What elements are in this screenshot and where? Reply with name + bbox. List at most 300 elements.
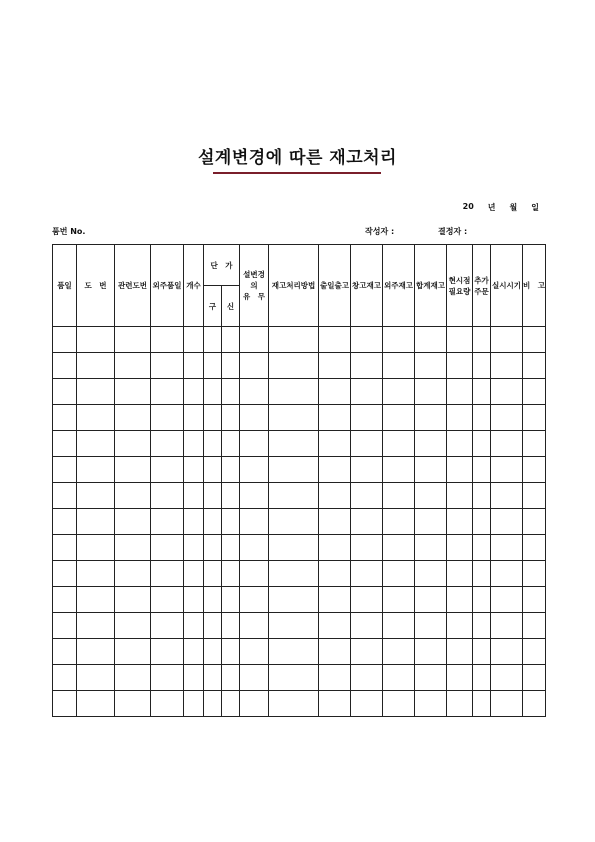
table-cell[interactable] — [319, 405, 351, 431]
table-cell[interactable] — [523, 405, 546, 431]
header-total-stock: 합계재고 — [415, 245, 447, 327]
table-cell[interactable] — [269, 483, 319, 509]
table-cell[interactable] — [240, 431, 269, 457]
table-cell[interactable] — [351, 379, 383, 405]
table-cell[interactable] — [240, 691, 269, 717]
table-cell[interactable] — [383, 665, 415, 691]
table-cell[interactable] — [115, 405, 151, 431]
table-cell[interactable] — [77, 691, 115, 717]
table-row — [53, 379, 546, 405]
table-cell[interactable] — [351, 327, 383, 353]
header-unit-price-new: 신 — [222, 286, 240, 327]
table-cell[interactable] — [319, 613, 351, 639]
table-cell[interactable] — [184, 457, 204, 483]
table-cell[interactable] — [447, 405, 473, 431]
table-cell[interactable] — [447, 691, 473, 717]
table-cell[interactable] — [447, 431, 473, 457]
table-cell[interactable] — [269, 327, 319, 353]
table-cell[interactable] — [151, 665, 184, 691]
table-cell[interactable] — [53, 639, 77, 665]
table-cell[interactable] — [523, 613, 546, 639]
table-cell[interactable] — [204, 379, 222, 405]
date-month-label: 월 — [509, 203, 518, 212]
table-cell[interactable] — [204, 327, 222, 353]
table-cell[interactable] — [240, 535, 269, 561]
table-cell[interactable] — [222, 613, 240, 639]
table-body — [53, 327, 546, 717]
table-cell[interactable] — [473, 327, 491, 353]
page-title: 설계변경에 따른 재고처리 — [198, 148, 397, 168]
table-cell[interactable] — [53, 379, 77, 405]
table-cell[interactable] — [351, 457, 383, 483]
table-cell[interactable] — [151, 639, 184, 665]
table-row — [53, 509, 546, 535]
table-cell[interactable] — [222, 483, 240, 509]
table-cell[interactable] — [319, 483, 351, 509]
table-cell[interactable] — [240, 483, 269, 509]
table-cell[interactable] — [240, 665, 269, 691]
table-cell[interactable] — [447, 509, 473, 535]
header-related-drawing: 관련도번 — [115, 245, 151, 327]
table-cell[interactable] — [204, 483, 222, 509]
table-cell[interactable] — [184, 327, 204, 353]
table-cell[interactable] — [151, 483, 184, 509]
table-cell[interactable] — [351, 483, 383, 509]
table-cell[interactable] — [319, 665, 351, 691]
table-cell[interactable] — [473, 535, 491, 561]
table-cell[interactable] — [115, 457, 151, 483]
table-cell[interactable] — [351, 587, 383, 613]
table-cell[interactable] — [115, 431, 151, 457]
table-cell[interactable] — [473, 353, 491, 379]
table-cell[interactable] — [269, 457, 319, 483]
table-cell[interactable] — [523, 483, 546, 509]
table-cell[interactable] — [351, 509, 383, 535]
table-cell[interactable] — [351, 535, 383, 561]
table-cell[interactable] — [184, 587, 204, 613]
table-row — [53, 613, 546, 639]
table-cell[interactable] — [415, 405, 447, 431]
table-cell[interactable] — [53, 327, 77, 353]
table-cell[interactable] — [447, 353, 473, 379]
table-cell[interactable] — [269, 379, 319, 405]
table-row — [53, 405, 546, 431]
table-cell[interactable] — [351, 405, 383, 431]
table-cell[interactable] — [115, 509, 151, 535]
table-cell[interactable] — [473, 483, 491, 509]
table-cell[interactable] — [415, 353, 447, 379]
table-cell[interactable] — [383, 353, 415, 379]
table-cell[interactable] — [77, 613, 115, 639]
table-cell[interactable] — [383, 431, 415, 457]
table-cell[interactable] — [222, 535, 240, 561]
table-cell[interactable] — [319, 353, 351, 379]
table-cell[interactable] — [269, 639, 319, 665]
table-cell[interactable] — [204, 457, 222, 483]
table-cell[interactable] — [269, 613, 319, 639]
table-cell[interactable] — [415, 431, 447, 457]
table-cell[interactable] — [151, 327, 184, 353]
header-out-release: 출일출고 — [319, 245, 351, 327]
table-cell[interactable] — [151, 509, 184, 535]
table-cell[interactable] — [151, 613, 184, 639]
table-cell[interactable] — [473, 665, 491, 691]
table-cell[interactable] — [383, 691, 415, 717]
table-cell[interactable] — [491, 587, 523, 613]
table-cell[interactable] — [115, 691, 151, 717]
table-cell[interactable] — [115, 639, 151, 665]
header-disposal-method: 재고처리방법 — [269, 245, 319, 327]
table-cell[interactable] — [151, 405, 184, 431]
table-cell[interactable] — [222, 665, 240, 691]
table-cell[interactable] — [151, 587, 184, 613]
table-cell[interactable] — [53, 587, 77, 613]
table-cell[interactable] — [447, 379, 473, 405]
table-cell[interactable] — [53, 561, 77, 587]
table-cell[interactable] — [77, 509, 115, 535]
table-cell[interactable] — [269, 405, 319, 431]
date-line — [463, 202, 539, 213]
header-current-need-line2: 필요량 — [448, 286, 471, 296]
table-cell[interactable] — [491, 353, 523, 379]
table-cell[interactable] — [269, 691, 319, 717]
table-cell[interactable] — [383, 457, 415, 483]
table-cell[interactable] — [415, 327, 447, 353]
table-cell[interactable] — [204, 353, 222, 379]
table-cell[interactable] — [523, 431, 546, 457]
table-cell[interactable] — [240, 353, 269, 379]
table-cell[interactable] — [240, 613, 269, 639]
table-cell[interactable] — [523, 457, 546, 483]
table-cell[interactable] — [319, 379, 351, 405]
table-cell[interactable] — [115, 483, 151, 509]
table-cell[interactable] — [319, 587, 351, 613]
table-cell[interactable] — [319, 431, 351, 457]
header-item-code: 품일 — [53, 245, 77, 327]
table-cell[interactable] — [491, 457, 523, 483]
table-cell[interactable] — [269, 535, 319, 561]
table-cell[interactable] — [115, 353, 151, 379]
table-cell[interactable] — [77, 327, 115, 353]
table-cell[interactable] — [351, 691, 383, 717]
table-cell[interactable] — [184, 691, 204, 717]
table-cell[interactable] — [204, 509, 222, 535]
table-cell[interactable] — [240, 327, 269, 353]
table-cell[interactable] — [184, 405, 204, 431]
table-cell[interactable] — [204, 587, 222, 613]
table-cell[interactable] — [151, 457, 184, 483]
table-cell[interactable] — [491, 613, 523, 639]
table-cell[interactable] — [523, 535, 546, 561]
table-cell[interactable] — [53, 431, 77, 457]
table-cell[interactable] — [523, 379, 546, 405]
table-cell[interactable] — [491, 691, 523, 717]
table-cell[interactable] — [319, 509, 351, 535]
doc-number-label: 품번 No. — [52, 227, 86, 236]
approver-label: 결정자 : — [438, 227, 468, 236]
table-cell[interactable] — [351, 613, 383, 639]
table-cell[interactable] — [115, 587, 151, 613]
table-cell[interactable] — [77, 535, 115, 561]
header-design-change — [240, 245, 269, 327]
table-cell[interactable] — [184, 379, 204, 405]
table-cell[interactable] — [240, 509, 269, 535]
header-additional-order — [473, 245, 491, 327]
title-underline — [213, 172, 381, 174]
header-remarks: 비 고 — [523, 245, 546, 327]
table-cell[interactable] — [269, 561, 319, 587]
date-year-prefix: 20 — [462, 202, 474, 211]
table-cell[interactable] — [184, 613, 204, 639]
table-cell[interactable] — [383, 639, 415, 665]
table-cell[interactable] — [77, 561, 115, 587]
table-cell[interactable] — [447, 561, 473, 587]
table-cell[interactable] — [523, 691, 546, 717]
header-implement-time: 실시시기 — [491, 245, 523, 327]
table-cell[interactable] — [523, 327, 546, 353]
table-cell[interactable] — [77, 483, 115, 509]
table-cell[interactable] — [491, 483, 523, 509]
table-cell[interactable] — [491, 431, 523, 457]
table-cell[interactable] — [415, 665, 447, 691]
table-cell[interactable] — [77, 457, 115, 483]
table-cell[interactable] — [115, 613, 151, 639]
table-cell[interactable] — [53, 691, 77, 717]
table-cell[interactable] — [473, 639, 491, 665]
table-cell[interactable] — [222, 509, 240, 535]
table-cell[interactable] — [222, 587, 240, 613]
table-cell[interactable] — [77, 587, 115, 613]
header-current-need — [447, 245, 473, 327]
table-cell[interactable] — [240, 457, 269, 483]
table-cell[interactable] — [415, 613, 447, 639]
table-cell[interactable] — [491, 327, 523, 353]
table-cell[interactable] — [415, 535, 447, 561]
table-cell[interactable] — [240, 561, 269, 587]
table-cell[interactable] — [319, 691, 351, 717]
table-cell[interactable] — [222, 379, 240, 405]
header-current-need-line1: 현시점 — [448, 275, 471, 285]
table-cell[interactable] — [473, 587, 491, 613]
table-cell[interactable] — [53, 457, 77, 483]
table-cell[interactable] — [151, 379, 184, 405]
table-cell[interactable] — [415, 587, 447, 613]
table-row — [53, 457, 546, 483]
table-cell[interactable] — [184, 509, 204, 535]
table-cell[interactable] — [351, 665, 383, 691]
table-cell[interactable] — [151, 431, 184, 457]
table-cell[interactable] — [383, 483, 415, 509]
table-cell[interactable] — [383, 379, 415, 405]
table-cell[interactable] — [151, 691, 184, 717]
table-cell[interactable] — [491, 405, 523, 431]
header-warehouse-stock: 창고재고 — [351, 245, 383, 327]
table-cell[interactable] — [473, 509, 491, 535]
table-cell[interactable] — [447, 665, 473, 691]
table-cell[interactable] — [523, 587, 546, 613]
table-cell[interactable] — [415, 561, 447, 587]
table-cell[interactable] — [319, 327, 351, 353]
header-outsource-stock: 외주재고 — [383, 245, 415, 327]
header-count: 개수 — [184, 245, 204, 327]
table-cell[interactable] — [269, 431, 319, 457]
table-cell[interactable] — [383, 535, 415, 561]
table-cell[interactable] — [473, 613, 491, 639]
table-cell[interactable] — [523, 561, 546, 587]
table-cell[interactable] — [204, 639, 222, 665]
table-cell[interactable] — [473, 561, 491, 587]
table-cell[interactable] — [204, 561, 222, 587]
table-cell[interactable] — [240, 405, 269, 431]
table-cell[interactable] — [523, 509, 546, 535]
table-cell[interactable] — [53, 665, 77, 691]
table-cell[interactable] — [447, 483, 473, 509]
table-cell[interactable] — [77, 405, 115, 431]
table-row — [53, 431, 546, 457]
table-row — [53, 561, 546, 587]
table-cell[interactable] — [184, 353, 204, 379]
table-cell[interactable] — [53, 353, 77, 379]
table-cell[interactable] — [383, 613, 415, 639]
table-cell[interactable] — [53, 535, 77, 561]
table-cell[interactable] — [491, 561, 523, 587]
table-cell[interactable] — [491, 379, 523, 405]
table-cell[interactable] — [204, 613, 222, 639]
table-cell[interactable] — [204, 405, 222, 431]
table-cell[interactable] — [415, 639, 447, 665]
table-cell[interactable] — [184, 483, 204, 509]
writer-label: 작성자 : — [365, 227, 395, 236]
table-cell[interactable] — [383, 561, 415, 587]
table-cell[interactable] — [447, 613, 473, 639]
table-cell[interactable] — [491, 509, 523, 535]
table-cell[interactable] — [383, 405, 415, 431]
table-cell[interactable] — [204, 691, 222, 717]
header-additional-line2: 주문 — [474, 286, 489, 296]
table-row — [53, 327, 546, 353]
table-cell[interactable] — [269, 509, 319, 535]
table-cell[interactable] — [473, 457, 491, 483]
inventory-table — [52, 244, 546, 717]
table-cell[interactable] — [115, 535, 151, 561]
table-cell[interactable] — [491, 535, 523, 561]
table-cell[interactable] — [53, 483, 77, 509]
table-cell[interactable] — [222, 561, 240, 587]
table-cell[interactable] — [222, 405, 240, 431]
table-cell[interactable] — [351, 353, 383, 379]
table-row — [53, 639, 546, 665]
table-cell[interactable] — [240, 379, 269, 405]
table-cell[interactable] — [415, 457, 447, 483]
table-cell[interactable] — [447, 587, 473, 613]
table-cell[interactable] — [319, 457, 351, 483]
table-cell[interactable] — [473, 431, 491, 457]
table-cell[interactable] — [77, 639, 115, 665]
table-cell[interactable] — [184, 535, 204, 561]
table-cell[interactable] — [115, 665, 151, 691]
table-cell[interactable] — [523, 665, 546, 691]
table-row — [53, 483, 546, 509]
header-design-change-line2: 유 무 — [243, 292, 265, 301]
table-cell[interactable] — [447, 457, 473, 483]
table-cell[interactable] — [523, 639, 546, 665]
table-cell[interactable] — [415, 691, 447, 717]
table-cell[interactable] — [383, 509, 415, 535]
date-year-label: 년 — [487, 203, 496, 212]
table-cell[interactable] — [269, 353, 319, 379]
table-cell[interactable] — [53, 405, 77, 431]
table-row — [53, 587, 546, 613]
table-cell[interactable] — [115, 327, 151, 353]
table-cell[interactable] — [240, 587, 269, 613]
table-cell[interactable] — [473, 691, 491, 717]
table-cell[interactable] — [115, 379, 151, 405]
table-cell[interactable] — [77, 665, 115, 691]
table-cell[interactable] — [53, 509, 77, 535]
table-cell[interactable] — [151, 535, 184, 561]
table-cell[interactable] — [473, 405, 491, 431]
table-cell[interactable] — [319, 639, 351, 665]
table-cell[interactable] — [204, 431, 222, 457]
table-cell[interactable] — [184, 561, 204, 587]
header-design-change-line1: 설변경의 — [243, 270, 265, 290]
table-cell[interactable] — [473, 379, 491, 405]
table-cell[interactable] — [222, 691, 240, 717]
header-unit-price: 단 가 — [204, 245, 240, 286]
table-cell[interactable] — [204, 665, 222, 691]
table-row — [53, 665, 546, 691]
table-cell[interactable] — [447, 327, 473, 353]
table-cell[interactable] — [351, 431, 383, 457]
table-cell[interactable] — [351, 561, 383, 587]
table-cell[interactable] — [222, 639, 240, 665]
table-cell[interactable] — [319, 535, 351, 561]
table-cell[interactable] — [222, 353, 240, 379]
table-cell[interactable] — [184, 431, 204, 457]
table-cell[interactable] — [383, 327, 415, 353]
table-cell[interactable] — [222, 327, 240, 353]
table-cell[interactable] — [491, 639, 523, 665]
table-cell[interactable] — [204, 535, 222, 561]
table-cell[interactable] — [151, 561, 184, 587]
table-row — [53, 691, 546, 717]
table-cell[interactable] — [151, 353, 184, 379]
table-cell[interactable] — [447, 639, 473, 665]
table-cell[interactable] — [184, 665, 204, 691]
table-cell[interactable] — [383, 587, 415, 613]
table-cell[interactable] — [447, 535, 473, 561]
table-cell[interactable] — [222, 457, 240, 483]
table-cell[interactable] — [319, 561, 351, 587]
table-cell[interactable] — [269, 587, 319, 613]
table-cell[interactable] — [351, 639, 383, 665]
table-cell[interactable] — [184, 639, 204, 665]
header-additional-line1: 추가 — [474, 275, 489, 285]
table-cell[interactable] — [77, 353, 115, 379]
table-cell[interactable] — [523, 353, 546, 379]
table-cell[interactable] — [415, 379, 447, 405]
table-cell[interactable] — [269, 665, 319, 691]
table-cell[interactable] — [222, 431, 240, 457]
table-cell[interactable] — [415, 483, 447, 509]
table-cell[interactable] — [77, 379, 115, 405]
table-cell[interactable] — [115, 561, 151, 587]
table-cell[interactable] — [415, 509, 447, 535]
table-cell[interactable] — [240, 639, 269, 665]
table-cell[interactable] — [77, 431, 115, 457]
table-cell[interactable] — [491, 665, 523, 691]
table-cell[interactable] — [53, 613, 77, 639]
